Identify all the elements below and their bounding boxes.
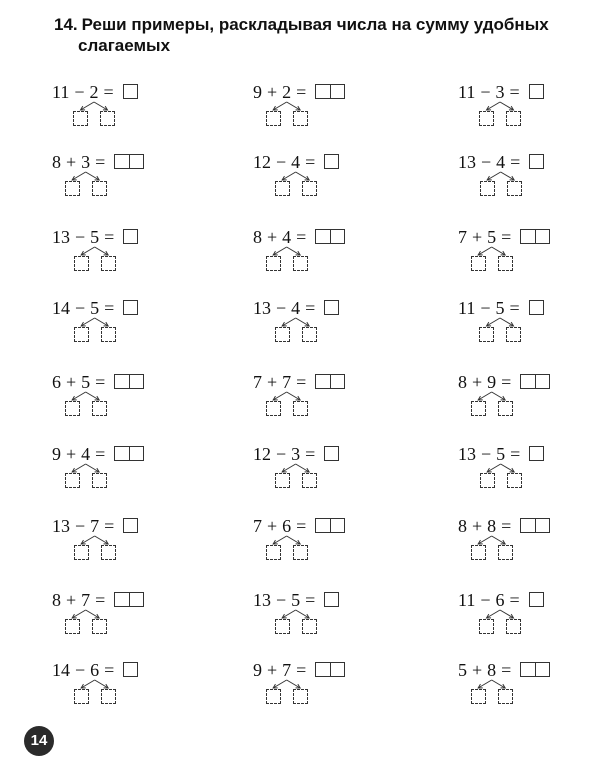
operator-sign: − <box>480 82 491 102</box>
operand-b: 4 <box>282 227 292 247</box>
operand-b: 5 <box>291 590 301 610</box>
problem <box>458 516 595 576</box>
operator-sign: − <box>276 590 287 610</box>
addend-box-left[interactable] <box>480 473 495 488</box>
addend-box-left[interactable] <box>74 327 89 342</box>
addend-box-right[interactable] <box>507 181 522 196</box>
operand-a: 11 <box>458 298 476 318</box>
addend-box-left[interactable] <box>275 473 290 488</box>
operand-b: 5 <box>81 372 91 392</box>
operand-b: 2 <box>282 82 292 102</box>
operand-a: 12 <box>253 152 271 172</box>
equals-sign: = <box>509 298 520 318</box>
addend-box-right[interactable] <box>293 111 308 126</box>
addend-box-right[interactable] <box>302 473 317 488</box>
operand-a: 14 <box>52 660 70 680</box>
operand-b: 4 <box>291 298 301 318</box>
equals-sign: = <box>95 590 106 610</box>
addend-box-right[interactable] <box>506 111 521 126</box>
addend-box-left[interactable] <box>73 111 88 126</box>
equals-sign: = <box>103 82 114 102</box>
addend-box-right[interactable] <box>101 256 116 271</box>
operator-sign: − <box>75 227 86 247</box>
equals-sign: = <box>104 227 115 247</box>
addend-box-right[interactable] <box>498 689 513 704</box>
operator-sign: − <box>74 82 85 102</box>
addend-box-left[interactable] <box>266 689 281 704</box>
decomposition-arrows <box>458 152 595 212</box>
addend-box-left[interactable] <box>65 181 80 196</box>
problem <box>253 590 403 650</box>
problem <box>458 444 595 504</box>
addend-box-left[interactable] <box>74 689 89 704</box>
addend-box-right[interactable] <box>498 256 513 271</box>
operand-a: 13 <box>253 590 271 610</box>
operand-b: 6 <box>282 516 292 536</box>
addend-box-left[interactable] <box>471 545 486 560</box>
addend-box-right[interactable] <box>302 181 317 196</box>
problem <box>253 227 403 287</box>
problem <box>52 516 202 576</box>
addend-box-left[interactable] <box>74 256 89 271</box>
addend-box-left[interactable] <box>266 401 281 416</box>
operator-sign: + <box>472 372 483 392</box>
addend-box-left[interactable] <box>479 327 494 342</box>
problem <box>52 444 202 504</box>
operator-sign: − <box>75 660 86 680</box>
equals-sign: = <box>501 372 512 392</box>
problem <box>52 372 202 432</box>
problem <box>253 516 403 576</box>
equals-sign: = <box>510 444 521 464</box>
operand-a: 9 <box>52 444 61 464</box>
operator-sign: + <box>267 82 278 102</box>
operator-sign: + <box>267 372 278 392</box>
addend-box-left[interactable] <box>275 327 290 342</box>
operator-sign: − <box>75 516 86 536</box>
operand-b: 4 <box>496 152 506 172</box>
equals-sign: = <box>296 227 307 247</box>
operator-sign: + <box>267 660 278 680</box>
operand-a: 11 <box>52 82 70 102</box>
operator-sign: + <box>66 152 77 172</box>
problem <box>52 660 202 720</box>
problem <box>52 152 202 212</box>
addend-box-right[interactable] <box>92 619 107 634</box>
problem <box>458 152 595 212</box>
operand-b: 7 <box>282 372 292 392</box>
operand-b: 5 <box>487 227 497 247</box>
equals-sign: = <box>104 516 115 536</box>
operand-a: 5 <box>458 660 467 680</box>
addend-box-left[interactable] <box>275 181 290 196</box>
operand-b: 7 <box>282 660 292 680</box>
operand-b: 6 <box>495 590 505 610</box>
addend-box-right[interactable] <box>498 545 513 560</box>
addend-box-right[interactable] <box>293 401 308 416</box>
operand-a: 8 <box>253 227 262 247</box>
operator-sign: − <box>481 152 492 172</box>
addend-box-left[interactable] <box>65 401 80 416</box>
page-number: 14 <box>24 726 54 756</box>
equals-sign: = <box>501 516 512 536</box>
operand-a: 8 <box>458 372 467 392</box>
equals-sign: = <box>296 660 307 680</box>
operator-sign: − <box>276 444 287 464</box>
operator-sign: + <box>472 660 483 680</box>
problem <box>253 298 403 358</box>
operator-sign: − <box>481 444 492 464</box>
operand-b: 7 <box>90 516 100 536</box>
addend-box-left[interactable] <box>266 545 281 560</box>
operand-b: 5 <box>495 298 505 318</box>
operand-b: 4 <box>81 444 91 464</box>
equals-sign: = <box>296 516 307 536</box>
problem <box>458 590 595 650</box>
problem <box>253 660 403 720</box>
operand-a: 7 <box>253 372 262 392</box>
addend-box-right[interactable] <box>100 111 115 126</box>
problem <box>253 444 403 504</box>
decomposition-arrows <box>458 444 595 504</box>
operand-b: 5 <box>90 227 100 247</box>
addend-box-left[interactable] <box>479 111 494 126</box>
operator-sign: + <box>267 227 278 247</box>
addend-box-left[interactable] <box>74 545 89 560</box>
addend-box-right[interactable] <box>293 545 308 560</box>
operand-b: 3 <box>495 82 505 102</box>
operator-sign: − <box>276 298 287 318</box>
operator-sign: + <box>66 444 77 464</box>
addend-box-left[interactable] <box>275 619 290 634</box>
operator-sign: + <box>472 227 483 247</box>
addend-box-right[interactable] <box>507 473 522 488</box>
addend-box-left[interactable] <box>480 181 495 196</box>
equals-sign: = <box>501 227 512 247</box>
addend-box-left[interactable] <box>266 256 281 271</box>
operator-sign: − <box>480 590 491 610</box>
equals-sign: = <box>305 298 316 318</box>
operand-b: 8 <box>487 660 497 680</box>
equals-sign: = <box>95 152 106 172</box>
equals-sign: = <box>510 152 521 172</box>
operand-b: 3 <box>291 444 301 464</box>
equals-sign: = <box>305 590 316 610</box>
operand-a: 13 <box>52 227 70 247</box>
addend-box-right[interactable] <box>101 327 116 342</box>
equals-sign: = <box>104 660 115 680</box>
addend-box-right[interactable] <box>302 327 317 342</box>
operand-a: 14 <box>52 298 70 318</box>
equals-sign: = <box>95 372 106 392</box>
operand-a: 13 <box>253 298 271 318</box>
equals-sign: = <box>95 444 106 464</box>
addend-box-right[interactable] <box>498 401 513 416</box>
problem <box>253 82 403 142</box>
addend-box-right[interactable] <box>101 689 116 704</box>
problem <box>458 82 595 142</box>
operand-a: 8 <box>458 516 467 536</box>
exercise-title <box>54 14 574 56</box>
addend-box-left[interactable] <box>65 619 80 634</box>
operand-a: 13 <box>458 152 476 172</box>
operand-b: 2 <box>89 82 99 102</box>
problem <box>52 590 202 650</box>
problem <box>458 372 595 432</box>
problem <box>458 298 595 358</box>
operand-a: 9 <box>253 82 262 102</box>
operand-a: 13 <box>52 516 70 536</box>
operand-a: 11 <box>458 590 476 610</box>
addend-box-right[interactable] <box>506 327 521 342</box>
operator-sign: + <box>472 516 483 536</box>
operand-a: 11 <box>458 82 476 102</box>
operand-a: 7 <box>253 516 262 536</box>
operator-sign: + <box>267 516 278 536</box>
equals-sign: = <box>296 372 307 392</box>
operand-a: 6 <box>52 372 61 392</box>
problem <box>52 227 202 287</box>
addend-box-right[interactable] <box>92 181 107 196</box>
addend-box-left[interactable] <box>479 619 494 634</box>
problem <box>458 227 595 287</box>
operand-b: 7 <box>81 590 91 610</box>
equals-sign: = <box>305 444 316 464</box>
exercise-title-line1: Реши примеры, раскладывая числа на сумму удобных <box>81 15 549 34</box>
problem <box>52 298 202 358</box>
operand-b: 8 <box>487 516 497 536</box>
addend-box-left[interactable] <box>471 256 486 271</box>
operand-a: 13 <box>458 444 476 464</box>
operator-sign: − <box>276 152 287 172</box>
operator-sign: − <box>480 298 491 318</box>
addend-box-left[interactable] <box>65 473 80 488</box>
operand-b: 9 <box>487 372 497 392</box>
exercise-title-line2: слагаемых <box>78 36 171 55</box>
addend-box-right[interactable] <box>101 545 116 560</box>
operand-a: 7 <box>458 227 467 247</box>
problem <box>458 660 595 720</box>
operand-a: 8 <box>52 590 61 610</box>
operator-sign: + <box>66 590 77 610</box>
operator-sign: − <box>75 298 86 318</box>
addend-box-left[interactable] <box>266 111 281 126</box>
equals-sign: = <box>305 152 316 172</box>
operand-b: 5 <box>496 444 506 464</box>
addend-box-right[interactable] <box>92 401 107 416</box>
problem <box>52 82 202 142</box>
addend-box-right[interactable] <box>293 689 308 704</box>
operand-b: 3 <box>81 152 91 172</box>
operator-sign: + <box>66 372 77 392</box>
addend-box-right[interactable] <box>293 256 308 271</box>
addend-box-right[interactable] <box>92 473 107 488</box>
problem <box>253 152 403 212</box>
addend-box-left[interactable] <box>471 401 486 416</box>
operand-b: 4 <box>291 152 301 172</box>
operand-a: 9 <box>253 660 262 680</box>
operand-b: 6 <box>90 660 100 680</box>
operand-a: 12 <box>253 444 271 464</box>
equals-sign: = <box>296 82 307 102</box>
operand-b: 5 <box>90 298 100 318</box>
equals-sign: = <box>509 82 520 102</box>
addend-box-right[interactable] <box>302 619 317 634</box>
equals-sign: = <box>509 590 520 610</box>
equals-sign: = <box>501 660 512 680</box>
equals-sign: = <box>104 298 115 318</box>
operand-a: 8 <box>52 152 61 172</box>
exercise-number: 14. <box>54 15 78 34</box>
addend-box-left[interactable] <box>471 689 486 704</box>
addend-box-right[interactable] <box>506 619 521 634</box>
problem <box>253 372 403 432</box>
